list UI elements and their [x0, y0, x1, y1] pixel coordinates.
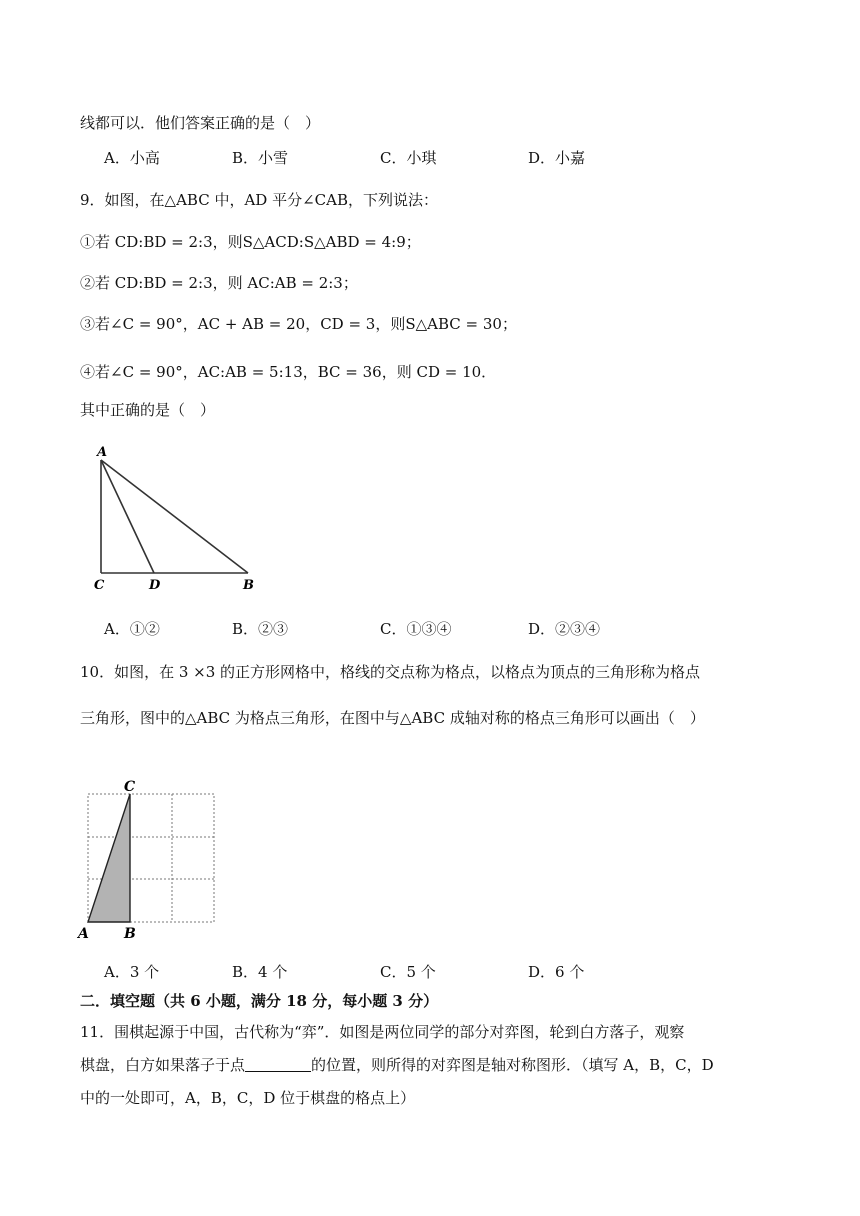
q9-statement-1: ①若 CD:BD = 2:3，则S△ACD:S△ABD = 4:9； [80, 233, 421, 251]
q10-option-b[interactable]: B．4 个 [232, 963, 288, 981]
q9-options [104, 618, 824, 640]
q8-option-a[interactable]: A．小高 [104, 149, 160, 167]
label-b: B [243, 578, 254, 593]
q11-line2-after-blank: 的位置，则所得的对弈图是轴对称图形．（填写 A，B，C，D [311, 1056, 714, 1074]
q8-options [104, 147, 824, 169]
q8-option-d[interactable]: D．小嘉 [528, 149, 586, 167]
segment-ab [101, 460, 248, 573]
q11-line2-before-blank: 棋盘，白方如果落子于点 [80, 1056, 246, 1074]
q9-option-d[interactable]: D．②③④ [528, 620, 601, 638]
q10-stem-line1: 10．如图，在 3 ×3 的正方形网格中，格线的交点称为格点，以格点为顶点的三角形称为格点 [80, 663, 701, 681]
q9-statement-4: ④若∠C = 90°，AC:AB = 5:13，BC = 36，则 CD = 10． [80, 363, 497, 381]
q11-stem-line3: 中的一处即可，A，B，C，D 位于棋盘的格点上） [80, 1089, 416, 1107]
q9-triangle-figure [86, 438, 266, 598]
label-c: C [94, 578, 105, 593]
label-c: C [124, 779, 136, 795]
q8-option-b[interactable]: B．小雪 [232, 149, 289, 167]
label-b: B [124, 926, 136, 942]
q9-statement-2: ②若 CD:BD = 2:3，则 AC:AB = 2:3； [80, 274, 358, 292]
q9-option-b[interactable]: B．②③ [232, 620, 289, 638]
label-a: A [78, 926, 89, 942]
q9-option-c[interactable]: C．①③④ [380, 620, 452, 638]
q10-option-d[interactable]: D．6 个 [528, 963, 585, 981]
q11-answer-blank[interactable] [245, 1057, 311, 1072]
q9-option-a[interactable]: A．①② [104, 620, 160, 638]
q8-option-c[interactable]: C．小琪 [380, 149, 437, 167]
segment-ad [101, 460, 154, 573]
label-d: D [149, 578, 161, 593]
q10-grid-figure [72, 772, 222, 942]
q11-stem-line1: 11．围棋起源于中国，古代称为“弈”．如图是两位同学的部分对弈图，轮到白方落子，观察 [80, 1023, 685, 1041]
q9-question: 其中正确的是（ ） [80, 401, 216, 419]
q10-options [104, 961, 824, 983]
q9-statement-3: ③若∠C = 90°，AC + AB = 20，CD = 3，则S△ABC = 30； [80, 315, 517, 333]
q9-stem: 9．如图，在△ABC 中，AD 平分∠CAB，下列说法： [80, 191, 438, 209]
q8-stem-tail: 线都可以．他们答案正确的是（ ） [80, 114, 321, 132]
triangle-abc [88, 794, 130, 922]
q11-stem-line2 [80, 1054, 714, 1075]
section-2-heading: 二．填空题（共 6 小题，满分 18 分，每小题 3 分） [80, 992, 439, 1010]
q10-option-c[interactable]: C．5 个 [380, 963, 436, 981]
q10-stem-line2: 三角形，图中的△ABC 为格点三角形，在图中与△ABC 成轴对称的格点三角形可以画出（ ） [80, 709, 705, 727]
q10-option-a[interactable]: A．3 个 [104, 963, 160, 981]
label-a: A [97, 445, 108, 460]
